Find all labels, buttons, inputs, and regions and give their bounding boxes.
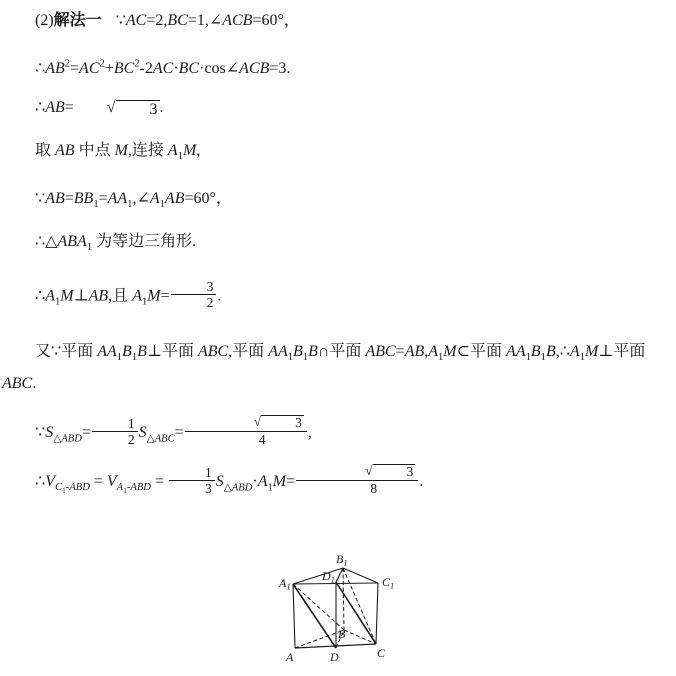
solution-body bbox=[2, 10, 674, 496]
vertex-label-B1: $B_1$ bbox=[336, 552, 348, 568]
solution-paragraph-3: ∴AB= √ 3 . bbox=[35, 99, 164, 118]
vertex-label-D1: $D_1$ bbox=[322, 569, 335, 585]
solution-paragraph-9: $\because S_{\triangle ABD}=$ $\frac{1}{2}$ $S_{\triangle ABC}=$ √ 3 4 , bbox=[35, 414, 312, 448]
vertex-label-C: C bbox=[377, 646, 386, 660]
vertex-label-B: B bbox=[338, 627, 346, 641]
solution-paragraph-7: $\therefore A_1M\perp AB$,且 $A_1M=$ $\frac{3}{2}$ . bbox=[35, 279, 222, 311]
edge-A-B-dashed bbox=[295, 630, 344, 648]
edge-B1-C-dashed bbox=[343, 568, 376, 644]
edge-A1-A bbox=[293, 584, 295, 648]
edge-B1-B-dashed bbox=[343, 568, 344, 630]
solution-paragraph-1: (2)解法一 ∵AC=2,BC=1,∠ACB=60°， bbox=[35, 12, 300, 29]
solution-paragraph-10: $\therefore V_{C_1-ABD} = V_{A_1-ABD}$ = $\frac{1}{3}$ $S_{\triangle ABD}\cdot A_1M=$ √ 3 8 . bbox=[35, 463, 424, 497]
edge-A1-D bbox=[293, 584, 336, 648]
vertex-label-D: D bbox=[330, 650, 339, 664]
figure-container bbox=[268, 545, 408, 676]
edge-C1-C bbox=[376, 583, 378, 644]
solution-paragraph-8: 又∵平面 $AA_1B_1B\perp$平面 ABC,平面 $AA_1B_1B\cap$平面 $ABC=AB,A_1M\subset$平面 $AA_1B_1B,\therefore A_1M\perp$平面 ABC. bbox=[2, 343, 646, 393]
vertex-label-A: A bbox=[286, 650, 294, 664]
solution-paragraph-4: 取 AB 中点 M,连接 $A_1M$, bbox=[35, 142, 201, 163]
vertex-label-C1: $C_1$ bbox=[382, 575, 395, 591]
solution-paragraph-2: $\therefore AB^2=AC^2+BC^2-2AC\cdot BC\cdot\cos\angle ACB=3$. bbox=[35, 58, 291, 77]
solution-paragraph-6: $\therefore\triangle ABA_1$ 为等边三角形. bbox=[35, 233, 197, 254]
prism-figure bbox=[268, 545, 408, 676]
solution-paragraph-5: $\because AB=BB_1=AA_1,\angle A_1AB=60^\circ$， bbox=[35, 190, 232, 211]
vertex-label-A1: $A_1$ bbox=[279, 576, 291, 592]
edge-A1-B1 bbox=[293, 568, 343, 584]
